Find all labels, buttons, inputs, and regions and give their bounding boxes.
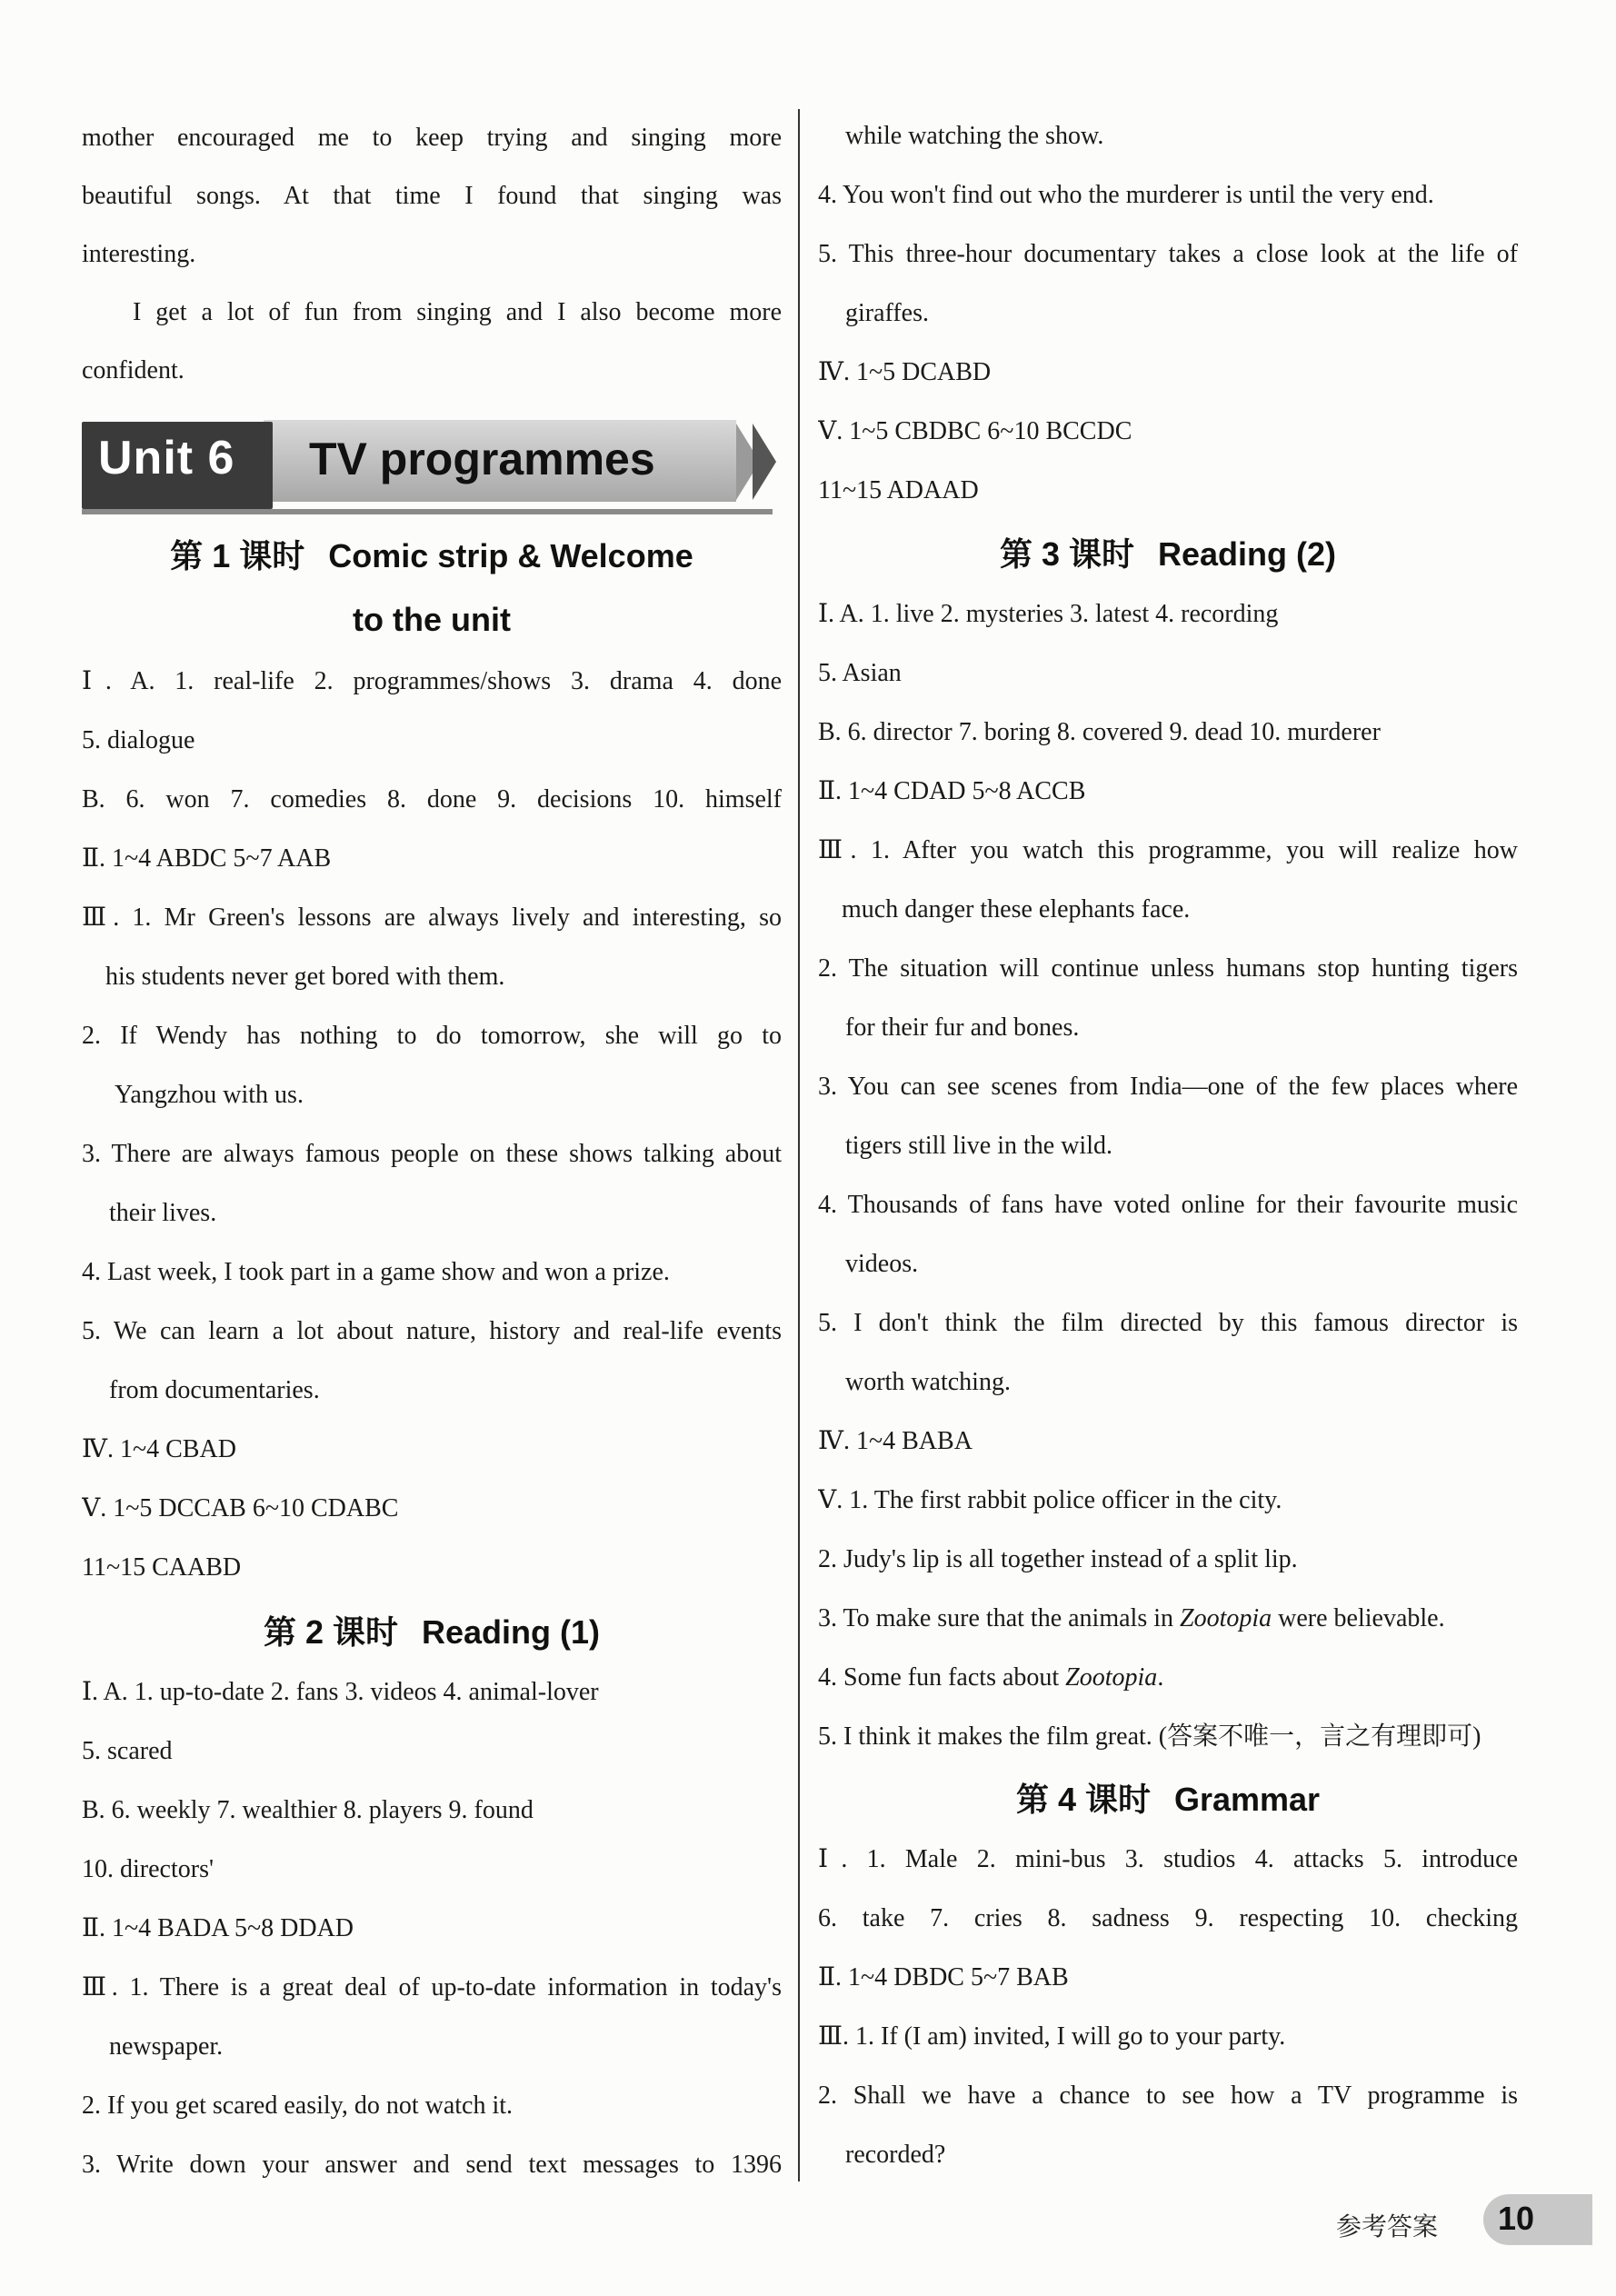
answer-line: 2. Judy's lip is all together instead of a split lip. <box>818 1545 1298 1573</box>
answer-line: B. 6. director 7. boring 8. covered 9. dead 10. murderer <box>818 718 1381 746</box>
lesson-1-heading <box>82 534 782 578</box>
answer-line: 11~15 CAABD <box>82 1553 242 1582</box>
answer-line: giraffes. <box>845 299 929 327</box>
answer-line: his students never get bored with them. <box>105 963 505 991</box>
unit-number: Unit 6 <box>98 432 235 484</box>
answer-line: Ⅳ. 1~4 CBAD <box>82 1435 236 1463</box>
lesson-3-title: Reading (2) <box>1158 535 1337 573</box>
answer-line: 5. We can learn a lot about nature, history and real-life events <box>82 1317 782 1345</box>
answer-line: recorded? <box>845 2141 946 2169</box>
answer-line: 2. If you get scared easily, do not watch it. <box>82 2091 514 2120</box>
answer-line: Ⅴ. 1~5 CBDBC 6~10 BCCDC <box>818 417 1132 445</box>
answer-line: 3. Write down your answer and send text messages to 1396 <box>82 2151 782 2179</box>
answer-line: Ⅲ. 1. After you watch this programme, you will realize how <box>818 836 1518 864</box>
lesson-2-label: 第 2 课时 <box>263 1613 398 1651</box>
lesson-2-title: Reading (1) <box>422 1613 601 1651</box>
answer-line: 4. Last week, I took part in a game show and won a prize. <box>82 1258 670 1286</box>
answer-line: 2. The situation will continue unless humans stop hunting tigers <box>818 954 1518 983</box>
answer-line: Ⅳ. 1~5 DCABD <box>818 358 992 386</box>
answer-text: were believable. <box>1278 1604 1445 1632</box>
intro-line: beautiful songs. At that time I found that singing was <box>82 182 782 210</box>
lesson-1-title-line2: to the unit <box>353 601 511 638</box>
answer-line: B. 6. won 7. comedies 8. done 9. decisions 10. himself <box>82 785 782 814</box>
lesson-1-title: Comic strip & Welcome <box>328 537 693 574</box>
answer-line: Ⅴ. 1~5 DCCAB 6~10 CDABC <box>82 1494 399 1522</box>
answer-text: 3. To make sure that the animals in <box>818 1604 1173 1632</box>
film-title: Zootopia <box>1180 1604 1272 1632</box>
lesson-1-label: 第 1 课时 <box>170 537 305 574</box>
answer-line: 6. take 7. cries 8. sadness 9. respecting 10. checking <box>818 1904 1518 1932</box>
answer-line: Ⅱ. 1~4 ABDC 5~7 AAB <box>82 844 332 873</box>
page-number: 10 <box>1498 2200 1535 2237</box>
answer-line: 2. If Wendy has nothing to do tomorrow, she will go to <box>82 1022 782 1050</box>
lesson-3-heading <box>818 533 1518 576</box>
answer-line: 2. Shall we have a chance to see how a TV programme is <box>818 2081 1518 2110</box>
answer-line: Ⅲ. 1. Mr Green's lessons are always lively and interesting, so <box>82 903 782 932</box>
answer-line: newspaper. <box>109 2032 224 2061</box>
answer-line: 10. directors' <box>82 1855 214 1883</box>
film-title: Zootopia <box>1065 1663 1158 1692</box>
answer-line <box>818 1660 1518 1696</box>
answer-text: 4. Some fun facts about <box>818 1663 1060 1692</box>
answer-line: much danger these elephants face. <box>842 895 1191 923</box>
answer-line: 5. scared <box>82 1737 173 1765</box>
intro-line: mother encouraged me to keep trying and singing more <box>82 124 782 152</box>
answer-line: 4. You won't find out who the murderer is until the very end. <box>818 181 1434 209</box>
answer-line: 3. There are always famous people on these shows talking about <box>82 1140 782 1168</box>
answer-line: Yangzhou with us. <box>115 1081 304 1109</box>
column-divider <box>798 109 800 2181</box>
answer-line: worth watching. <box>845 1368 1011 1396</box>
answer-line: Ⅲ. 1. If (I am) invited, I will go to your party. <box>818 2022 1286 2051</box>
unit-title: TV programmes <box>309 434 655 484</box>
intro-line: confident. <box>82 356 185 384</box>
banner-stripe <box>82 509 773 514</box>
answer-line: Ⅱ. 1~4 CDAD 5~8 ACCB <box>818 777 1086 805</box>
answer-line: 5. I don't think the film directed by this famous director is <box>818 1309 1518 1337</box>
answer-line: their lives. <box>109 1199 217 1227</box>
answer-text: . <box>1157 1663 1164 1692</box>
answer-line <box>818 1601 1518 1637</box>
intro-line: interesting. <box>82 240 196 268</box>
answer-line: Ⅰ. 1. Male 2. mini-bus 3. studios 4. attacks 5. introduce <box>818 1845 1518 1873</box>
answer-line: Ⅱ. 1~4 BADA 5~8 DDAD <box>82 1914 354 1942</box>
answer-line: 5. I think it makes the film great. (答案不唯一，言之有理即可) <box>818 1722 1481 1751</box>
answer-line: from documentaries. <box>109 1376 320 1404</box>
footer-label: 参考答案 <box>1336 2211 1439 2241</box>
answer-line: Ⅲ. 1. There is a great deal of up-to-date information in today's <box>82 1973 782 2002</box>
unit-banner <box>82 414 782 514</box>
answer-line: 5. Asian <box>818 659 902 687</box>
chevron-icon <box>753 424 776 500</box>
lesson-3-label: 第 3 课时 <box>999 535 1134 573</box>
answer-line: B. 6. weekly 7. wealthier 8. players 9. found <box>82 1796 534 1824</box>
lesson-4-label: 第 4 课时 <box>1015 1781 1151 1818</box>
lesson-4-title: Grammar <box>1173 1781 1321 1818</box>
answer-line: Ⅰ. A. 1. real-life 2. programmes/shows 3. drama 4. done <box>82 667 782 695</box>
answer-line: Ⅰ. A. 1. up-to-date 2. fans 3. videos 4. animal-lover <box>82 1678 599 1706</box>
answer-line: 11~15 ADAAD <box>818 476 979 504</box>
answer-line: tigers still live in the wild. <box>845 1132 1112 1160</box>
answer-line: Ⅳ. 1~4 BABA <box>818 1427 973 1455</box>
answer-line: Ⅰ. A. 1. live 2. mysteries 3. latest 4. recording <box>818 600 1279 628</box>
answer-line: Ⅴ. 1. The first rabbit police officer in the city. <box>818 1486 1282 1514</box>
answer-line: videos. <box>845 1250 919 1278</box>
answer-line: while watching the show. <box>845 122 1104 150</box>
answer-line: Ⅱ. 1~4 DBDC 5~7 BAB <box>818 1963 1069 1992</box>
intro-line: I get a lot of fun from singing and I also become more <box>133 298 782 326</box>
answer-line: 4. Thousands of fans have voted online for their favourite music <box>818 1191 1518 1219</box>
answer-line: for their fur and bones. <box>845 1013 1080 1042</box>
answer-line: 5. dialogue <box>82 726 195 754</box>
lesson-2-heading <box>82 1611 782 1654</box>
answer-line: 3. You can see scenes from India—one of the few places where <box>818 1073 1518 1101</box>
lesson-4-heading <box>818 1778 1518 1822</box>
answer-line: 5. This three-hour documentary takes a close look at the life of <box>818 240 1518 268</box>
